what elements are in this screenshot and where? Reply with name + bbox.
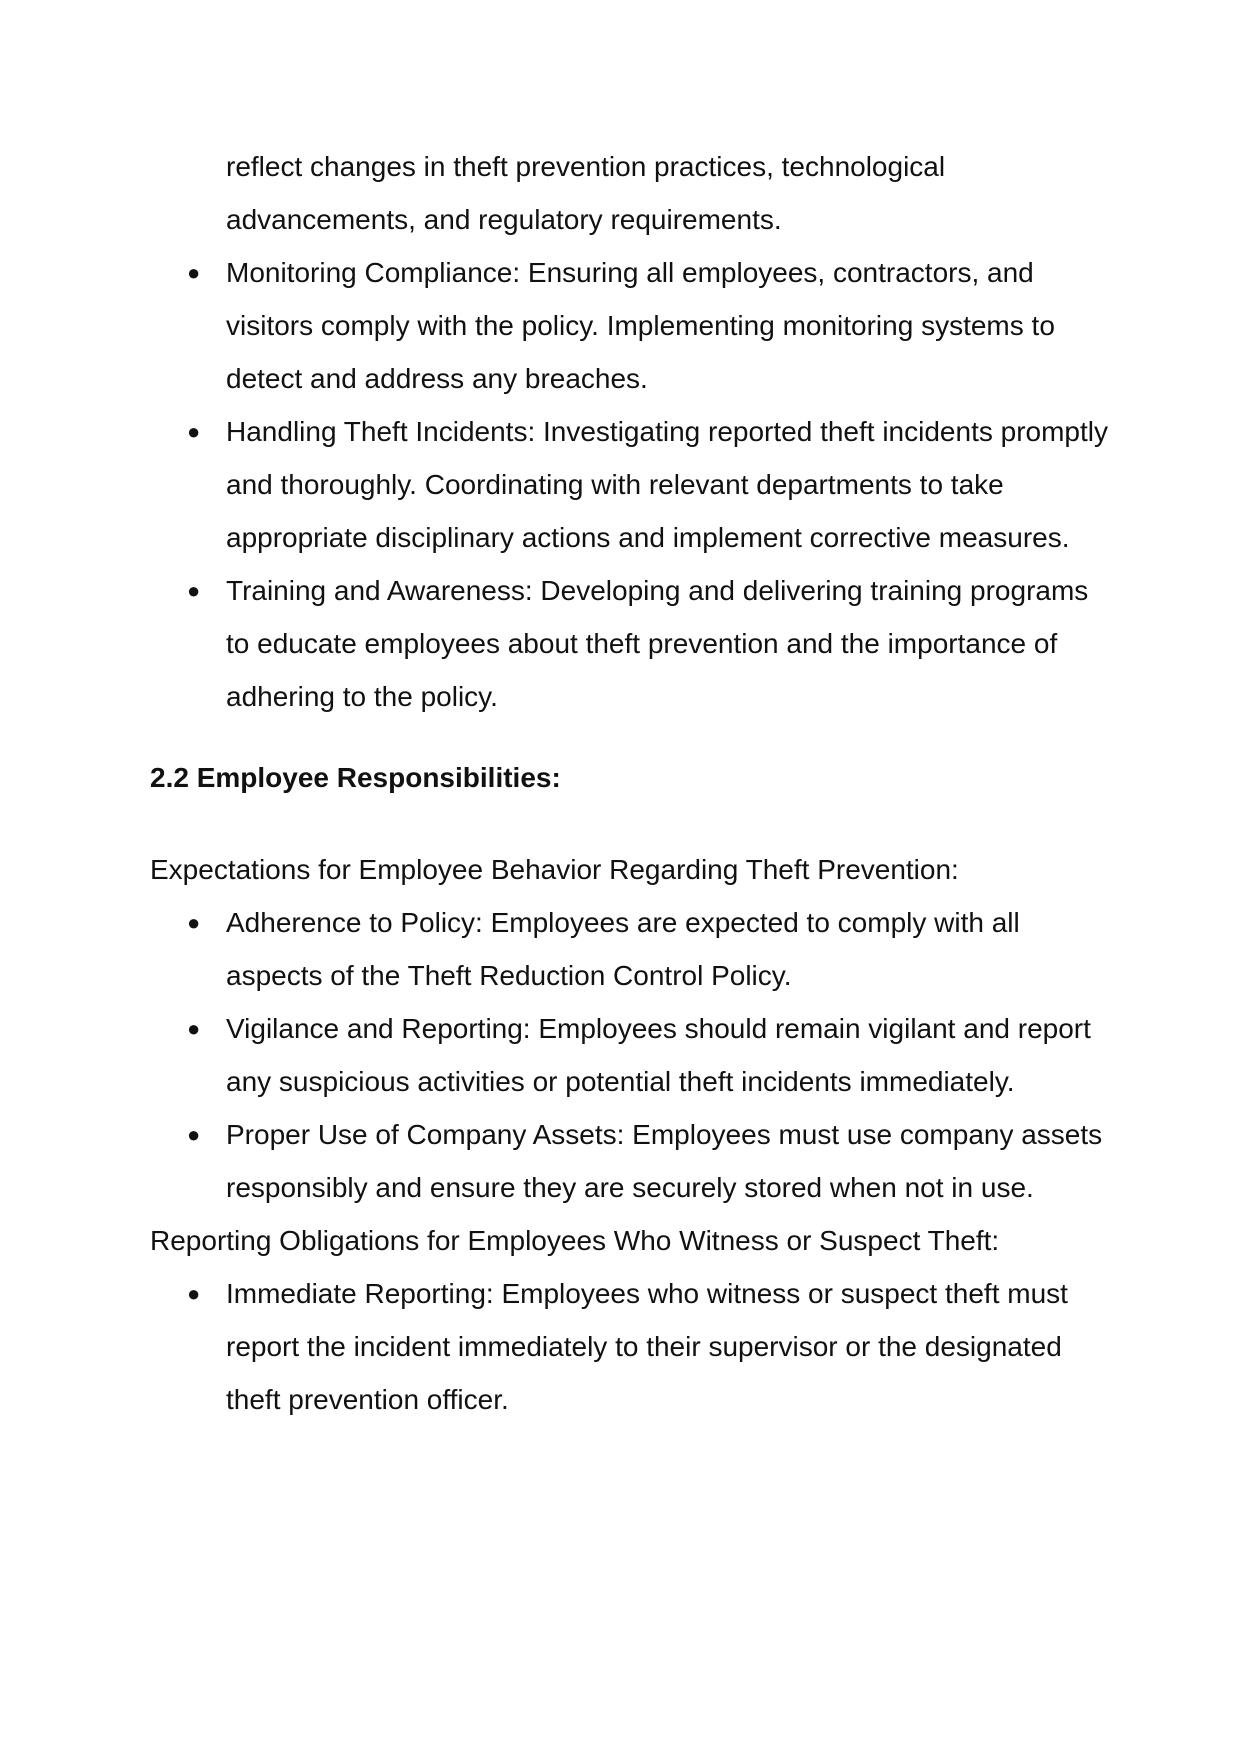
list-item-text: Adherence to Policy: Employees are expected to comply with all aspects of the Theft Reduction Control Policy. [226, 907, 1020, 991]
bullet-icon: ● [187, 578, 201, 603]
list-item-text: Training and Awareness: Developing and delivering training programs to educate employees about theft prevention and the importance of adhering to the policy. [226, 575, 1089, 712]
section-heading: 2.2 Employee Responsibilities: [150, 762, 561, 793]
responsibilities-list [150, 246, 1110, 723]
expectations-list [150, 896, 1110, 1214]
list-item [150, 1002, 1110, 1108]
list-item [150, 564, 1110, 723]
bullet-icon: ● [187, 910, 201, 935]
bullet-icon: ● [187, 1122, 201, 1147]
paragraph-expectations: Expectations for Employee Behavior Regarding Theft Prevention: [150, 854, 959, 885]
paragraph-reporting: Reporting Obligations for Employees Who Witness or Suspect Theft: [150, 1225, 1000, 1256]
list-item-text: Proper Use of Company Assets: Employees must use company assets responsibly and ensure they are securely stored when not in use. [226, 1119, 1103, 1203]
list-item-text: Handling Theft Incidents: Investigating reported theft incidents promptly and thoroughly. Coordinating with relevant departments to take appropriate disciplinary actions and implement corrective measures. [226, 416, 1108, 553]
list-item-text: Vigilance and Reporting: Employees should remain vigilant and report any suspicious activities or potential theft incidents immediately. [226, 1013, 1091, 1097]
list-item [150, 1108, 1110, 1214]
list-item-text: Monitoring Compliance: Ensuring all employees, contractors, and visitors comply with the policy. Implementing monitoring systems to detect and address any breaches. [226, 257, 1055, 394]
bullet-icon: ● [187, 419, 201, 444]
bullet-icon: ● [187, 1016, 201, 1041]
bullet-icon: ● [187, 1281, 201, 1306]
continued-list-item-text: reflect changes in theft prevention practices, technological advancements, and regulatory requirements. [226, 151, 946, 235]
list-item [150, 246, 1110, 405]
list-item-text: Immediate Reporting: Employees who witness or suspect theft must report the incident immediately to their supervisor or the designated theft prevention officer. [226, 1278, 1068, 1415]
reporting-list [150, 1267, 1110, 1426]
list-item [150, 405, 1110, 564]
list-item [150, 896, 1110, 1002]
page-content [150, 140, 1110, 1426]
bullet-icon: ● [187, 260, 201, 285]
list-item [150, 1267, 1110, 1426]
